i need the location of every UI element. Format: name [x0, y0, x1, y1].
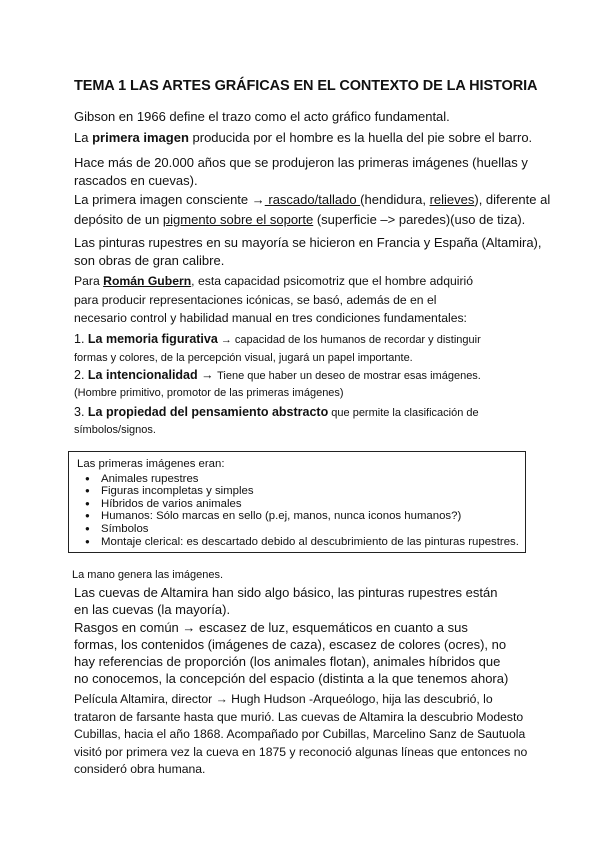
text-line: rascados en cuevas).: [74, 173, 198, 188]
bullet-list: [77, 473, 525, 549]
text-line: [74, 403, 544, 422]
number: 1.: [74, 332, 88, 346]
text: depósito de un: [74, 212, 163, 227]
bold-underlined-text: Román Gubern: [103, 274, 192, 288]
bold-text: primera imagen: [92, 130, 189, 145]
paragraph-20000-anos: [74, 154, 551, 229]
underlined-text: rascado/tallado: [264, 192, 361, 207]
text-line: no conocemos, la concepción del espacio (distinta a la que tenemos ahora): [74, 671, 509, 687]
list-item: ● Animales rupestres: [101, 473, 525, 486]
text-line: trataron de farsante hasta que murió. Las cuevas de Altamira la descubrio Modesto: [74, 709, 524, 724]
text: que permite la clasificación de: [328, 407, 479, 419]
text-line: consideró obra humana.: [74, 762, 206, 776]
text: Para: [74, 274, 104, 288]
text-line: Rasgos en común → escasez de luz, esquemáticos en cuanto a sus: [74, 619, 468, 635]
text-line: son obras de gran calibre.: [74, 253, 225, 268]
paragraph-roman-gubern: [74, 272, 544, 328]
bold-text: La propiedad del pensamiento abstracto: [87, 405, 329, 419]
condition-1: [74, 330, 544, 367]
list-item: ● Figuras incompletas y simples: [101, 485, 525, 498]
text-line: símbolos/signos.: [74, 424, 156, 436]
text: ), diferente al: [474, 192, 551, 207]
text-line: Cubillas, hacia el año 1868. Acompañado por Cubillas, Marcelino Sanz de Sautuola: [74, 727, 526, 741]
paragraph-gibson: Gibson en 1966 define el trazo como el acto gráfico fundamental.: [74, 109, 450, 124]
list-item: ● Humanos: Sólo marcas en sello (p.ej, manos, nunca iconos humanos?): [101, 510, 525, 523]
text-line: formas, los contenidos (imágenes de caza), escasez de colores (ocres), no: [74, 636, 507, 652]
text-line: (Hombre primitivo, promotor de las primeras imágenes): [74, 387, 344, 399]
number: 3.: [74, 405, 88, 419]
text: (hendidura,: [360, 192, 430, 207]
text-line: [74, 191, 551, 209]
text-line: para producir representaciones icónicas, se basó, además de en el: [74, 292, 437, 307]
text-line: Película Altamira, director → Hugh Hudson -Arqueólogo, hija las descubrió, lo: [74, 692, 493, 706]
number: 2.: [74, 368, 88, 382]
text-line: Las pinturas rupestres en su mayoría se hicieron en Francia y España (Altamira),: [74, 235, 542, 250]
text: → capacidad de los humanos de recordar y distinguir: [217, 334, 481, 346]
text-line: [74, 330, 544, 349]
arrow: →: [197, 368, 218, 382]
text: La: [74, 130, 93, 145]
list-item: ● Símbolos: [101, 523, 525, 536]
list-item: ● Montaje clerical: es descartado debido al descubrimiento de las pinturas rupestres.: [101, 536, 525, 549]
text-line: hay referencias de proporción (los animales flotan), animales híbridos que: [74, 654, 501, 670]
condition-3: [74, 403, 544, 439]
bold-text: La intencionalidad: [87, 368, 198, 382]
text-line: Hace más de 20.000 años que se produjeron las primeras imágenes (huellas y: [74, 155, 528, 170]
underlined-text: pigmento sobre el soporte: [162, 212, 314, 227]
paragraph-primera-imagen: [74, 129, 544, 147]
paragraph-mano: La mano genera las imágenes.: [72, 569, 224, 581]
text: (superficie –> paredes)(uso de tiza).: [313, 212, 526, 227]
text: La primera imagen consciente →: [74, 192, 265, 207]
text: , esta capacidad psicomotriz que el hombre adquirió: [191, 274, 473, 288]
text: Tiene que haber un deseo de mostrar esas imágenes.: [217, 370, 481, 382]
text-line: en las cuevas (la mayoría).: [74, 602, 231, 618]
text-line: visitó por primera vez la cueva en 1875 y reconoció algunas líneas que entonces no: [74, 744, 528, 759]
text-line: formas y colores, de la percepción visual, jugará un papel importante.: [74, 352, 413, 364]
text-line: Las cuevas de Altamira han sido algo básico, las pinturas rupestres están: [74, 585, 498, 600]
text-line: [74, 211, 544, 229]
bold-text: La memoria figurativa: [87, 332, 218, 346]
primeras-imagenes-box: [68, 451, 526, 553]
page-title: TEMA 1 LAS ARTES GRÁFICAS EN EL CONTEXTO DE LA HISTORIA: [74, 78, 538, 94]
paragraph-altamira: [74, 584, 544, 688]
box-heading: Las primeras imágenes eran:: [77, 458, 225, 470]
text-line: [74, 272, 544, 291]
condition-2: [74, 366, 544, 402]
list-item: ● Híbridos de varios animales: [101, 498, 525, 511]
underlined-text: relieves: [429, 192, 475, 207]
paragraph-pelicula: [74, 691, 544, 779]
text-line: necesario control y habilidad manual en tres condiciones fundamentales:: [74, 311, 467, 325]
text-line: [74, 366, 544, 385]
text: producida por el hombre es la huella del pie sobre el barro.: [188, 130, 533, 145]
paragraph-pinturas-rupestres: [74, 234, 544, 270]
